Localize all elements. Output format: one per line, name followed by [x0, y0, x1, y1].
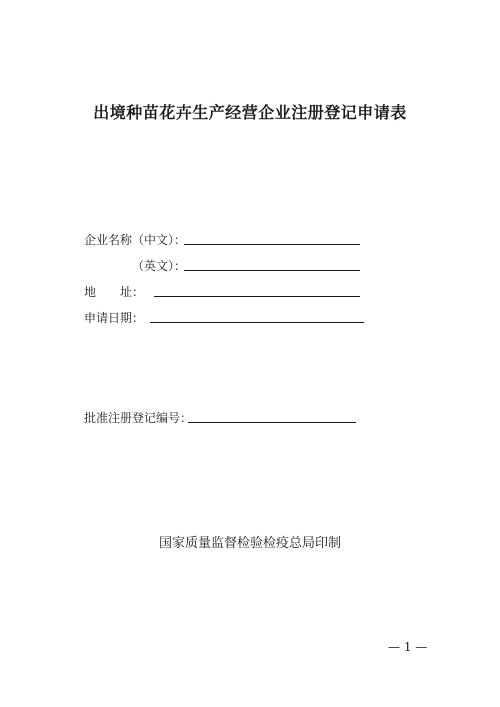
approval-number-line[interactable]	[188, 422, 356, 423]
company-name-cn-label: 企业名称（中文）：	[84, 233, 187, 247]
address-label: 地 址：	[84, 285, 145, 299]
company-name-en-label: （英文）：	[132, 259, 187, 273]
apply-date-label: 申请日期：	[84, 311, 145, 325]
approval-number-label: 批准注册登记编号：	[84, 411, 193, 425]
apply-date-line[interactable]	[150, 322, 364, 323]
document-title: 出境种苗花卉生产经营企业注册登记申请表	[93, 103, 407, 122]
page-number: — 1 —	[388, 640, 428, 654]
issuer-text: 国家质量监督检验检疫总局印制	[158, 536, 341, 551]
company-name-cn-line[interactable]	[184, 244, 360, 245]
company-name-en-line[interactable]	[184, 270, 360, 271]
address-line[interactable]	[154, 296, 360, 297]
